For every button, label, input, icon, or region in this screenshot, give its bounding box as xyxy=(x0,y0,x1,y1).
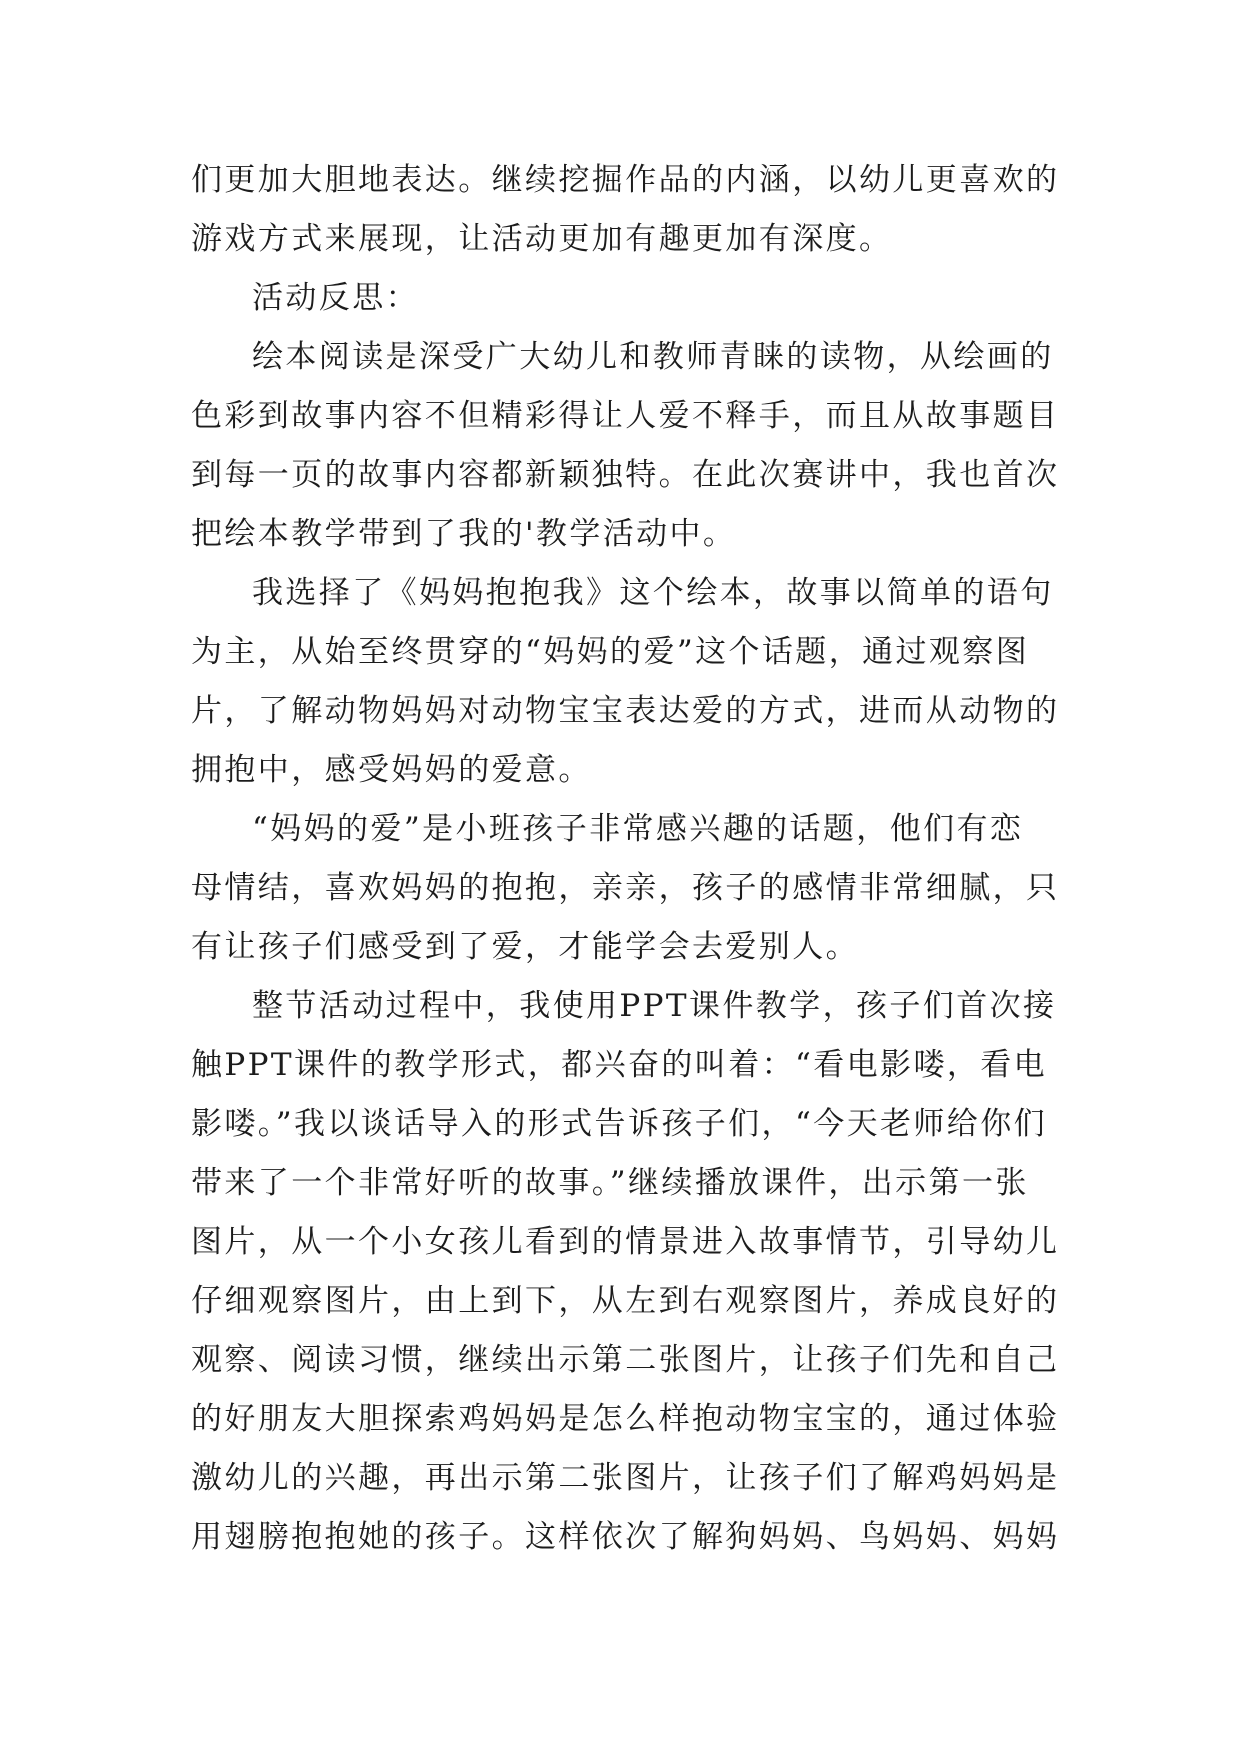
text-line: 为主，从始至终贯穿的“妈妈的爱”这个话题，通过观察图 xyxy=(191,634,1030,670)
text-line: 把绘本教学带到了我的'教学活动中。 xyxy=(191,516,737,552)
text-line: 观察、阅读习惯，继续出示第二张图片，让孩子们先和自己 xyxy=(191,1342,1060,1378)
text-line: 影喽。”我以谈话导入的形式告诉孩子们，“今天老师给你们 xyxy=(191,1106,1047,1142)
text-line: 用翅膀抱抱她的孩子。这样依次了解狗妈妈、鸟妈妈、妈妈 xyxy=(191,1519,1060,1555)
text-line: 色彩到故事内容不但精彩得让人爱不释手，而且从故事题目 xyxy=(191,398,1060,434)
text-line: 游戏方式来展现，让活动更加有趣更加有深度。 xyxy=(191,221,893,257)
text-line: 拥抱中，感受妈妈的爱意。 xyxy=(191,752,592,788)
text-line: 图片，从一个小女孩儿看到的情景进入故事情节，引导幼儿 xyxy=(191,1224,1060,1260)
paragraph-first-line: 绘本阅读是深受广大幼儿和教师青睐的读物，从绘画的 xyxy=(252,339,1054,375)
text-line: 们更加大胆地表达。继续挖掘作品的内涵，以幼儿更喜欢的 xyxy=(191,162,1060,198)
text-line: 触PPT课件的教学形式，都兴奋的叫着：“看电影喽，看电 xyxy=(191,1047,1048,1083)
text-line: 仔细观察图片，由上到下，从左到右观察图片，养成良好的 xyxy=(191,1283,1060,1319)
paragraph-first-line: “妈妈的爱”是小班孩子非常感兴趣的话题，他们有恋 xyxy=(252,811,1024,847)
text-line: 到每一页的故事内容都新颖独特。在此次赛讲中，我也首次 xyxy=(191,457,1060,493)
paragraph-first-line: 我选择了《妈妈抱抱我》这个绘本，故事以简单的语句 xyxy=(252,575,1054,611)
paragraph-first-line: 整节活动过程中，我使用PPT课件教学，孩子们首次接 xyxy=(252,988,1057,1024)
text-line: 激幼儿的兴趣，再出示第二张图片，让孩子们了解鸡妈妈是 xyxy=(191,1460,1060,1496)
text-line: 有让孩子们感受到了爱，才能学会去爱别人。 xyxy=(191,929,859,965)
text-line: 母情结，喜欢妈妈的抱抱，亲亲，孩子的感情非常细腻，只 xyxy=(191,870,1060,906)
text-line: 片，了解动物妈妈对动物宝宝表达爱的方式，进而从动物的 xyxy=(191,693,1060,729)
text-line: 带来了一个非常好听的故事。”继续播放课件，出示第一张 xyxy=(191,1165,1029,1201)
text-line: 的好朋友大胆探索鸡妈妈是怎么样抱动物宝宝的，通过体验 xyxy=(191,1401,1060,1437)
paragraph-first-line: 活动反思： xyxy=(252,280,419,316)
